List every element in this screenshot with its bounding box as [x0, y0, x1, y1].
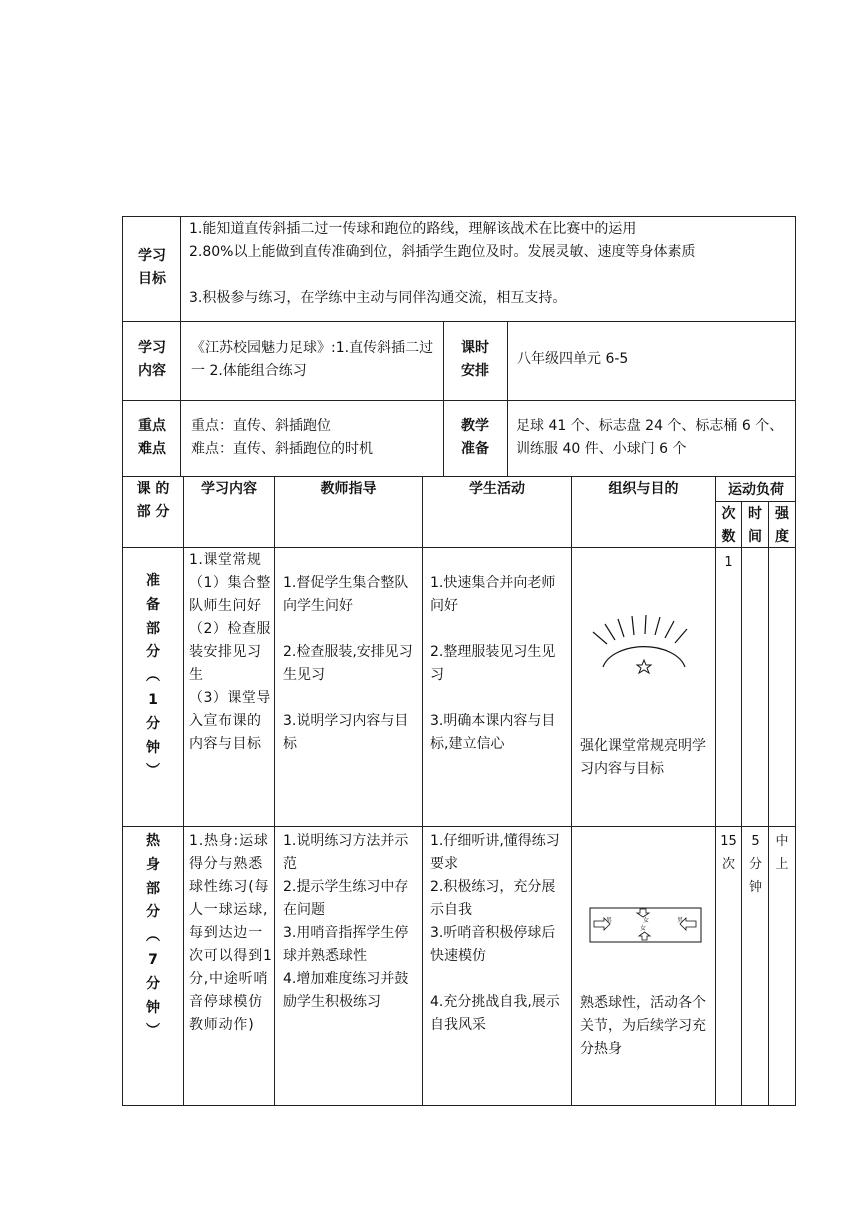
- prep-label: 教学 准备: [461, 418, 489, 457]
- header-student: 学生活动: [469, 481, 525, 497]
- header-times: 次 数: [721, 506, 736, 545]
- row-part-label: 热 身 部 分 ︵ 7 分 钟 ︶: [146, 833, 160, 1040]
- row-teacher: 1.说明练习方法并示范 2.提示学生练习中存在问题 3.用哨音指挥学生停球并熟悉球性 4.增加难度练习并鼓励学生积极练习: [283, 833, 409, 1010]
- row-times: 1: [724, 555, 733, 570]
- boy-label: 男: [606, 917, 613, 924]
- schedule-value: 八年级四单元 6-5: [517, 351, 629, 367]
- arrow-down-icon: [637, 909, 649, 917]
- boy-label: 男: [677, 917, 684, 924]
- goal-item: 2.80%以上能做到直传准确到位，斜插学生跑位及时。发展灵敏、速度等身体素质: [189, 244, 696, 260]
- focus-label: 重点 难点: [138, 418, 166, 457]
- header-time: 时 间: [748, 506, 762, 545]
- row-teacher: 1.督促学生集合整队向学生问好 2.检查服装,安排见习生见习 3.说明学习内容与目标: [283, 575, 413, 752]
- goal-item: 1.能知道直传斜插二过一传球和跑位的路线，理解该战术在比赛中的运用: [189, 221, 637, 237]
- formation-diagram: [585, 612, 700, 682]
- row-intensity: 中上: [775, 834, 789, 872]
- row-part-label: 准 备 部 分 ︵ 1 分 钟 ︶: [146, 573, 160, 780]
- row-times: 15次: [720, 834, 737, 872]
- content-label: 学习 内容: [138, 340, 166, 379]
- header-part: 课 的 部 分: [136, 481, 170, 520]
- header-teacher: 教师指导: [320, 481, 377, 497]
- row-time: 5分钟: [748, 834, 762, 895]
- learning-content: 《江苏校园魅力足球》:1.直传斜插二过一 2.体能组合练习: [191, 340, 434, 379]
- goals-label: 学习 目标: [138, 248, 166, 287]
- goal-item: 3.积极参与练习，在学练中主动与同伴沟通交流，相互支持。: [189, 290, 567, 306]
- header-intensity: 强 度: [775, 506, 789, 545]
- prep-value: 足球 41 个、标志盘 24 个、标志桶 6 个、训练服 40 件、小球门 6 个: [516, 418, 784, 457]
- row-student: 1.快速集合并向老师问好 2.整理服装见习生见习 3.明确本课内容与目标,建立信心: [430, 575, 556, 752]
- row-student: 1.仔细听讲,懂得练习要求 2.积极练习，充分展示自我 3.听哨音积极停球后快速模仿 4.充分挑战自我,展示自我风采: [430, 833, 560, 1033]
- row-content: 1.热身:运球得分与熟悉球性练习(每人一球运球,每到达边一次可以得到1分,中途听哨音停球模仿教师动作): [189, 833, 273, 1033]
- girl-label: 女: [643, 917, 650, 924]
- star-icon: [637, 660, 651, 673]
- row-org: 强化课堂常规亮明学习内容与目标: [580, 738, 706, 777]
- header-org: 组织与目的: [608, 481, 679, 497]
- row-content: 1.课堂常规 （1）集合整队师生问好 （2）检查服装安排见习生 （3）课堂导入宣布课的内容与目标: [189, 552, 271, 752]
- arrow-up-icon: [639, 932, 650, 940]
- schedule-label: 课时 安排: [461, 340, 489, 379]
- row-org: 熟悉球性，活动各个关节，为后续学习充分热身: [580, 995, 706, 1057]
- header-content: 学习内容: [201, 481, 257, 497]
- girl-label: 女: [640, 925, 647, 932]
- focus-value: 重点：直传、斜插跑位 难点：直传、斜插跑位的时机: [191, 418, 373, 457]
- header-load: 运动负荷: [728, 482, 784, 498]
